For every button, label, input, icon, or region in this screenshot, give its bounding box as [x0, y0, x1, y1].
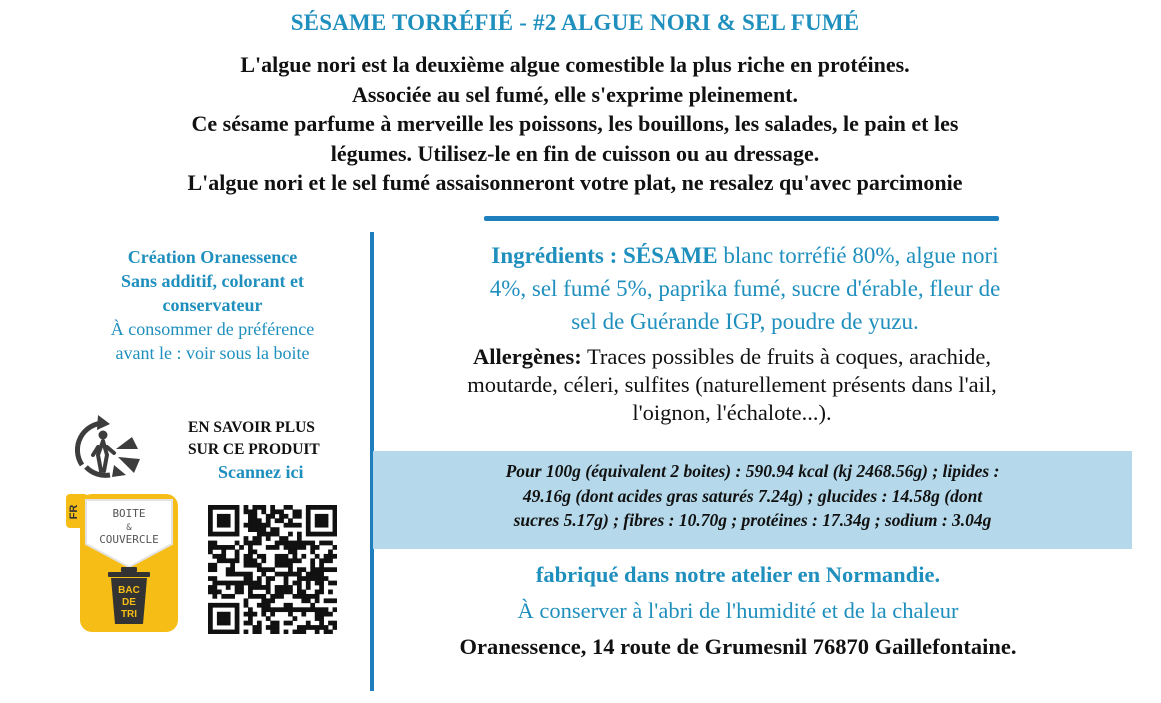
ingredients-highlight: SÉSAME [623, 243, 718, 268]
no-additive-line: Sans additif, colorant et [120, 271, 304, 291]
allergens-line [382, 343, 1082, 371]
badge-item-line: COUVERCLE [99, 533, 159, 546]
ingredients-block [395, 239, 1095, 338]
nutrition-facts [373, 459, 1132, 533]
description-line: L'algue nori est la deuxième algue comestible la plus riche en protéines. [240, 52, 910, 77]
description-line: légumes. Utilisez-le en fin de cuisson ou au dressage. [330, 140, 820, 166]
allergens-line: l'oignon, l'échalote...). [632, 400, 832, 425]
sorting-badge [66, 492, 180, 634]
ingredients-line: sel de Guérande IGP, poudre de yuzu. [571, 309, 919, 334]
badge-item-line: BOITE [112, 507, 146, 520]
product-description [40, 50, 1110, 198]
badge-item-line: & [126, 523, 132, 533]
country-code: FR [68, 504, 80, 520]
nutrition-panel [373, 451, 1132, 549]
description-line: Associée au sel fumé, elle s'exprime pleinement. [351, 81, 798, 107]
recycling-triman-icon [74, 415, 148, 481]
learn-more-line: SUR CE PRODUIT [188, 441, 320, 458]
address-line: Oranessence, 14 route de Grumesnil 76870 Gaillefontaine. [459, 634, 1017, 659]
no-additive-line: conservateur [162, 295, 263, 315]
nutrition-line: sucres 5.17g) ; fibres : 10.70g ; protéines : 17.34g ; sodium : 3.04g [513, 510, 992, 530]
sorting-bin-icon [108, 567, 150, 624]
description-line: L'algue nori et le sel fumé assaisonneront votre plat, ne resalez qu'avec parcimonie [187, 170, 963, 195]
best-before-line: avant le : voir sous la boite [115, 343, 310, 363]
allergens-text: Traces possibles de fruits à coques, arachide, [586, 344, 991, 369]
bin-label-line: BAC [118, 585, 140, 596]
ingredients-line: 4%, sel fumé 5%, paprika fumé, sucre d'érable, fleur de [489, 276, 1001, 301]
ingredients-text: blanc torréfié 80%, algue nori [723, 243, 999, 268]
allergens-line: moutarde, céleri, sulfites (naturellement présents dans l'ail, [467, 372, 997, 397]
product-title: SÉSAME TORRÉFIÉ - #2 ALGUE NORI & SEL FUMÉ [290, 10, 860, 35]
nutrition-line: 49.16g (dont acides gras saturés 7.24g) ; glucides : 14.58g (dont [522, 485, 983, 506]
storage-line: À conserver à l'abri de l'humidité et de la chaleur [517, 598, 959, 623]
made-in-line: fabriqué dans notre atelier en Normandie. [535, 562, 941, 587]
allergens-label: Allergènes: [473, 344, 582, 369]
scan-here-label: Scannez ici [218, 462, 304, 482]
creation-brand: Création Oranessence [127, 247, 298, 267]
creation-info [70, 245, 355, 365]
footer-block [376, 557, 1100, 665]
best-before-line: À consommer de préférence [110, 319, 315, 339]
description-line: Ce sésame parfume à merveille les poissons, les bouillons, les salades, le pain et les [191, 111, 959, 136]
ingredients-label: Ingrédients : [491, 243, 618, 268]
allergens-block [382, 343, 1082, 427]
horizontal-divider [484, 216, 999, 221]
nutrition-line: Pour 100g (équivalent 2 boites) : 590.94 kcal (kj 2468.56g) ; lipides : [505, 461, 1000, 481]
bin-label-line: DE [122, 597, 136, 608]
ingredients-line [395, 239, 1095, 272]
qr-code[interactable] [208, 505, 337, 634]
learn-more-line: EN SAVOIR PLUS [188, 419, 315, 436]
learn-more-block [188, 417, 388, 483]
bin-label-line: TRI [120, 609, 138, 620]
